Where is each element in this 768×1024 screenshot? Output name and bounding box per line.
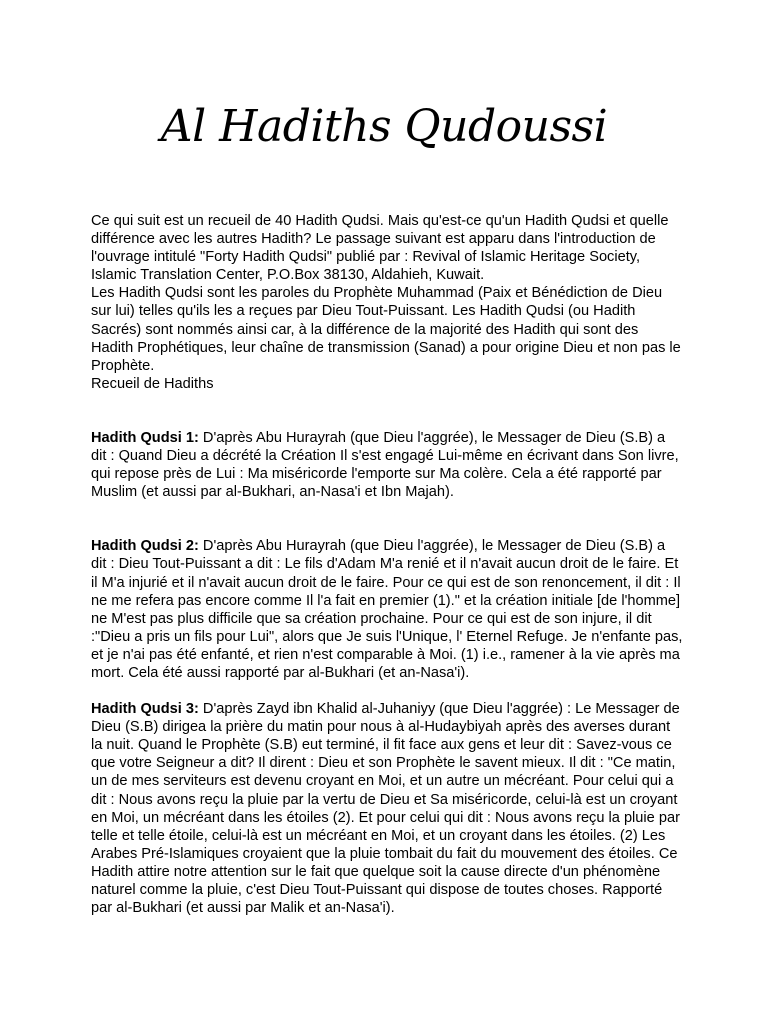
intro-paragraph: Ce qui suit est un recueil de 40 Hadith Qudsi. Mais qu'est-ce qu'un Hadith Qudsi et quelle différence avec les autres Hadith? Le passage suivant est apparu dans l'introduction de l'ouvrage intitulé "Forty Hadith Qudsi" publié par : Revival of Islamic Heritage Society, Islamic Translation Center, P.O.Box 38130, Aldahieh, Kuwait. (91, 213, 669, 284)
intro-paragraph: Les Hadith Qudsi sont les paroles du Prophète Muhammad (Paix et Bénédiction de Dieu sur lui) telles qu'ils les a reçues par Dieu Tout-Puissant. Les Hadith Qudsi (ou Hadith Sacrés) sont nommés ainsi car, à la différence de la majorité des Hadith qui sont des Hadith Prophétiques, leur chaîne de transmission (Sanad) a pour origine Dieu et non pas le Prophète. (91, 285, 681, 374)
hadith-label: Hadith Qudsi 1: (91, 429, 199, 446)
hadith-paragraph (91, 700, 683, 917)
hadith-paragraph (91, 537, 683, 682)
hadith-label: Hadith Qudsi 2: (91, 538, 199, 555)
paragraph-spacer (91, 682, 683, 700)
hadith-text: D'après Abu Hurayrah (que Dieu l'aggrée), le Messager de Dieu (S.B) a dit : Dieu Tout-Puissant a dit : Le fils d'Adam M'a renié et il n'avait aucun droit de le faire. Et il M'a injurié et il n'avait aucun droit de le faire. Pour ce qui est de son renoncement, il dit : Il ne me refera pas encore comme Il l'a fait en premier (1)." et la création initiale [de l'homme] ne M'est pas plus difficile que sa création prochaine. Pour ce qui est de son injure, il dit :"Dieu a pris un fils pour Lui", alors que Je suis l'Unique, l' Eternel Refuge. Je n'enfante pas, et je n'ai pas été enfanté, et rien n'est comparable à Moi. (1) i.e., ramener à la vie après ma mort. Cela été aussi rapporté par al-Bukhari (et an-Nasa'i). (91, 538, 683, 681)
collection-heading: Recueil de Hadiths (91, 375, 214, 392)
hadith-text: D'après Abu Hurayrah (que Dieu l'aggrée), le Messager de Dieu (S.B) a dit : Quand Dieu a décrété la Création Il s'est engagé Lui-même en écrivant dans Son livre, qui repose près de Lui : Ma miséricorde l'emporte sur Ma colère. Cela a été rapporté par Muslim (et aussi par al-Bukhari, an-Nasa'i et Ibn Majah). (91, 429, 679, 501)
hadith-text: D'après Zayd ibn Khalid al-Juhaniyy (que Dieu l'aggrée) : Le Messager de Dieu (S.B) dirigea la prière du matin pour nous à al-Hudaybiyah après des averses durant la nuit. Quand le Prophète (S.B) eut terminé, il fit face aux gens et leur dit : Savez-vous ce que votre Seigneur a dit? Il dirent : Dieu et son Prophète le savent mieux. Il dit : "Ce matin, un de mes serviteurs est devenu croyant en Moi, et un autre un mécréant. Pour celui qui a dit : Nous avons reçu la pluie par la vertu de Dieu et Sa miséricorde, celui-là est un croyant en Moi, un mécréant dans les étoiles (2). Et pour celui qui dit : Nous avons reçu la pluie par telle et telle étoile, celui-là est un mécréant en Moi, et un croyant dans les étoiles. (2) Les Arabes Pré-Islamiques croyaient que la pluie tombait du fait du mouvement des étoiles. Ce Hadith attire notre attention sur le fait que quelque soit la cause directe d'un phénomène naturel comme la pluie, c'est Dieu Tout-Puissant qui dispose de toutes choses. Rapporté par al-Bukhari (et aussi par Malik et an-Nasa'i). (91, 701, 680, 917)
hadith-label: Hadith Qudsi 3: (91, 701, 199, 718)
paragraph-spacer (91, 393, 683, 429)
document-body (91, 212, 683, 917)
hadith-paragraph (91, 429, 683, 501)
document-title: Al Hadiths Qudoussi (160, 101, 608, 152)
paragraph-spacer (91, 501, 683, 537)
